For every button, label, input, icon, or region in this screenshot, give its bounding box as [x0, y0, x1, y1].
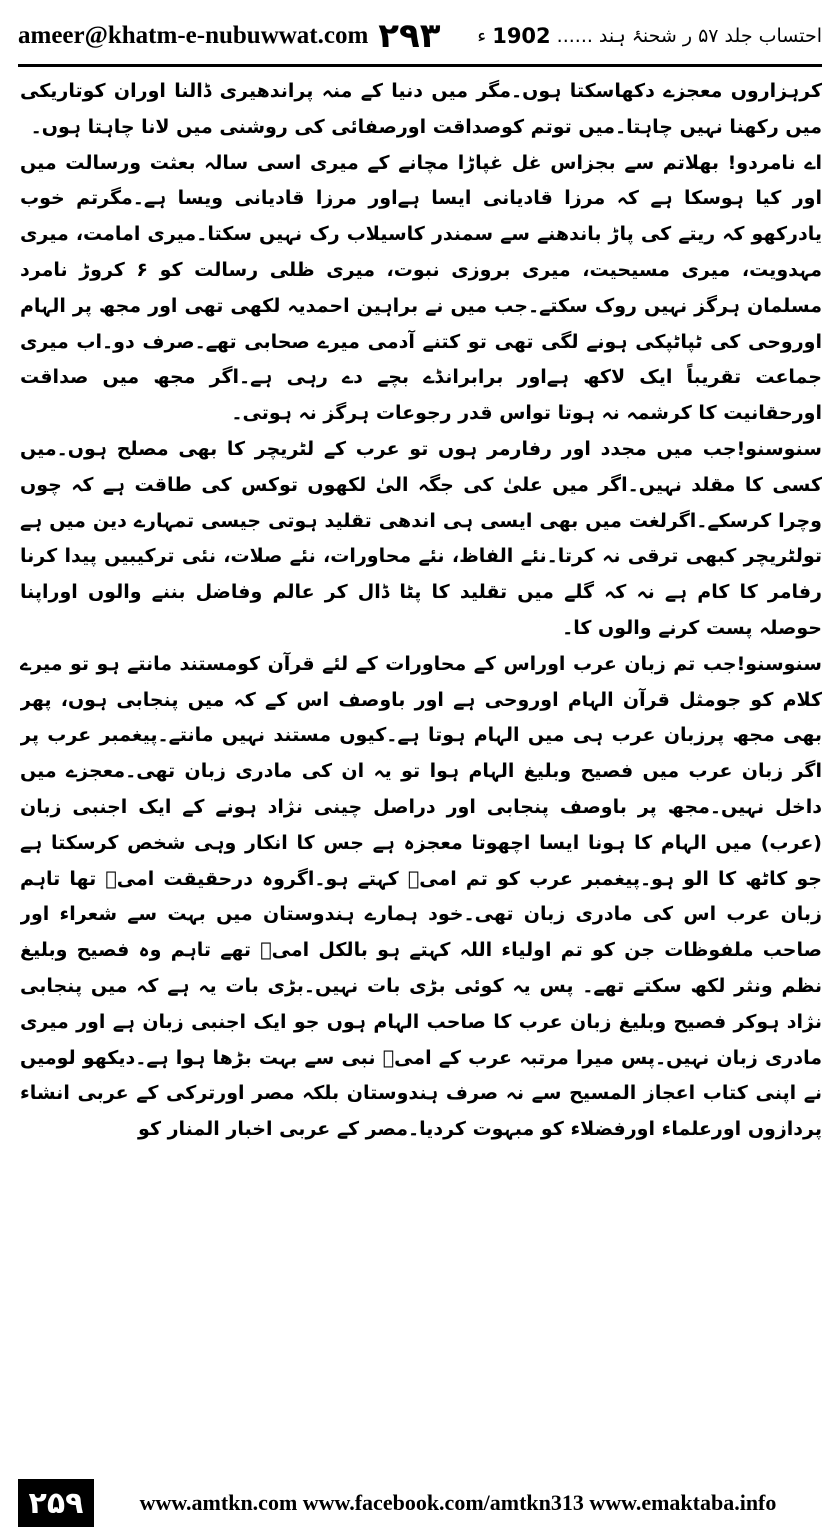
footer-links: www.amtkn.com www.facebook.com/amtkn313 www.emaktaba.info	[139, 1490, 777, 1515]
header-right	[477, 24, 822, 48]
page-header	[18, 10, 822, 62]
header-year: 1902	[492, 24, 551, 48]
header-dots: ......	[556, 25, 593, 47]
header-era-suffix: ء	[477, 25, 487, 47]
header-email: ameer@khatm-e-nubuwwat.com	[18, 22, 369, 49]
page-footer	[18, 1478, 822, 1528]
paragraph-3: سنوسنو!جب میں مجدد اور رفارمر ہوں تو عرب کے لٹریچر کا بھی مصلح ہوں۔میں کسی کا مقلد نہیں۔اگر میں علیٰ کی جگہ الیٰ لکھوں توکس کی طاقت ہے کہ چوں وچرا کرسکے۔اگرلغت میں بھی ایسی ہی اندھی تقلید ہوتی جیسی تمہارے دین میں ہے تولٹریچر کبھی ترقی نہ کرتا۔نئے الفاظ، نئے محاورات، نئے صلات، نئی ترکیبیں پیدا کرنا رفامر کا کام ہے نہ کہ گلے میں تقلید کا پٹا ڈال کر عالم وفاضل بننے والوں اوراپنا حوصلہ پست کرنے والوں کا۔	[20, 437, 822, 639]
body-text	[20, 74, 822, 1452]
header-rule	[18, 64, 822, 67]
paragraph-4: سنوسنو!جب تم زبان عرب اوراس کے محاورات کے لئے قرآن کومستند مانتے ہو تو میرے کلام کو جومثل قرآن الہام اوروحی ہے اور باوصف اس کے کہ میں پنجابی ہوں، پھر بھی مجھ پرزبان عرب ہی میں الہام ہوتا ہے۔کیوں مستند نہیں مانتے۔پیغمبر عرب پر اگر زبان عرب میں فصیح وبلیغ الہام ہوا تو یہ ان کی مادری زبان تھی۔معجزے میں داخل نہیں۔مجھ پر باوصف پنجابی اور دراصل چینی نژاد ہونے کے ایک اجنبی زبان (عرب) میں الہام کا ہونا ایسا اچھوتا معجزہ ہے جس کا انکار وہی شخص کرسکتا ہے جو کاٹھ کا الو ہو۔پیغمبر عرب کو تم امیؐ کہتے ہو۔اگروہ درحقیقت امیؐ تھا تاہم زبان عرب اس کی مادری زبان تھی۔خود ہمارے ہندوستان میں بہت سے شعراء اور صاحب ملفوظات جن کو تم اولیاء اللہ کہتے ہو بالکل امیؐ تھے تاہم وہ فصیح وبلیغ نظم ونثر لکھ سکتے تھے۔ پس یہ کوئی بڑی بات نہیں۔بڑی بات یہ ہے کہ میں پنجابی نژاد ہوکر فصیح وبلیغ زبان عرب کا صاحب الہام ہوں جو ایک اجنبی زبان ہے اور میری مادری زبان نہیں۔پس میرا مرتبہ عرب کے امیؐ نبی سے بہت بڑھا ہوا ہے۔دیکھو لومیں نے اپنی کتاب اعجاز المسیح سے نہ صرف ہندوستان بلکہ مصر اورترکی کے عربی انشاء پردازوں اورعلماء اورفضلاء کو مبہوت کردیا۔مصر کے عربی اخبار المنار کو	[20, 652, 822, 1141]
header-left	[18, 16, 441, 56]
paragraph-1: کرہزاروں معجزے دکھاسکتا ہوں۔مگر میں دنیا کے منہ پراندھیری ڈالنا اوران کوتاریکی میں رکھنا نہیں چاہتا۔میں توتم کوصداقت اورصفائی کی روشنی میں لانا چاہتا ہوں۔	[20, 80, 822, 138]
header-book-title: احتساب جلد ۵۷ ر شحنۂ ہند	[598, 25, 822, 47]
paragraph-2: اے نامردو! بھلاتم سے بجزاس غل غپاڑا مچانے کے میری اسی سالہ بعثت ورسالت میں اور کیا ہوسکا ہے کہ مرزا قادیانی ایسا ہےاور مرزا قادیانی ویسا ہے۔مگرتم خوب یادرکھو کہ ریتے کی پاڑ باندھنے سے سمندر کاسیلاب رک نہیں سکتا۔میری امامت، میری مہدویت، میری مسیحیت، میری بروزی نبوت، میری ظلی رسالت کو ۶ کروڑ نامرد مسلمان ہرگز نہیں روک سکتے۔جب میں نے براہین احمدیہ لکھی تھی اور مجھ پر الہام اوروحی کی ٹپاٹپکی ہونے لگی تھی تو کتنے آدمی میرے صحابی تھے۔صرف دو۔اب میری جماعت تقریباً ایک لاکھ ہےاور برابرانڈے بچے دے رہی ہے۔اگر مجھ میں صداقت اورحقانیت کا کرشمہ نہ ہوتا تواس قدر رجوعات ہرگز نہ ہوتی۔	[20, 151, 822, 425]
header-page-number: ۲۹۳	[378, 16, 441, 56]
footer-page-number: ۲۵۹	[18, 1479, 94, 1527]
